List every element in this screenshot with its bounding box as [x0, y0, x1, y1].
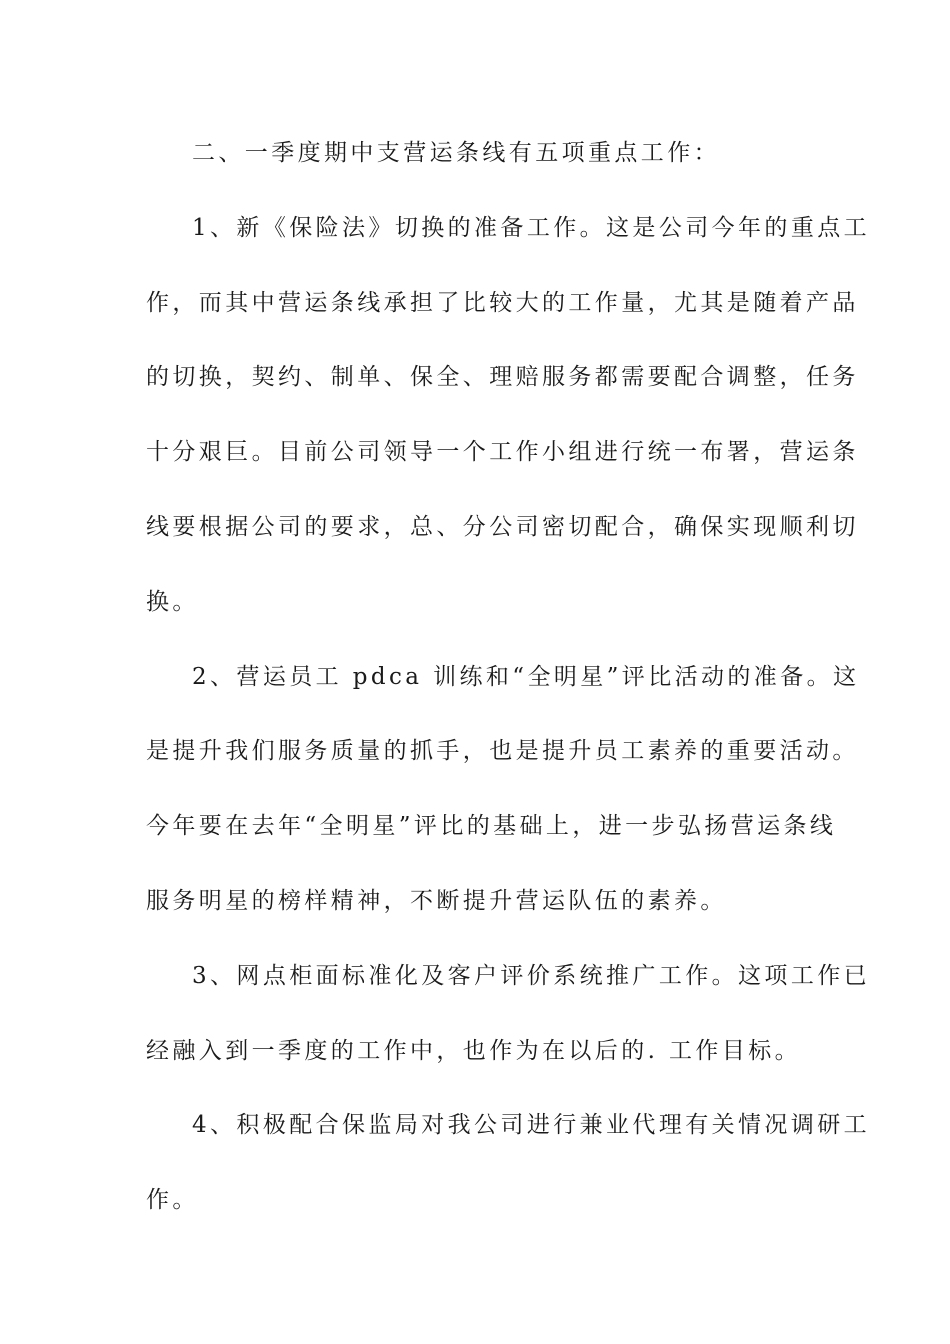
item-2-line-4: 服务明星的榜样精神，不断提升营运队伍的素养。 — [146, 888, 727, 914]
section-heading: 二、一季度期中支营运条线有五项重点工作： — [192, 140, 720, 166]
item-4-line-2: 作。 — [146, 1187, 199, 1213]
item-2-line-3: 今年要在去年“全明星”评比的基础上，进一步弘扬营运条线 — [146, 813, 837, 839]
item-1-line-3: 的切换，契约、制单、保全、理赔服务都需要配合调整，任务 — [146, 364, 859, 390]
item-3-line-1: 3、网点柜面标准化及客户评价系统推广工作。这项工作已 — [192, 963, 871, 989]
item-3-line-2: 经融入到一季度的工作中，也作为在以后的. 工作目标。 — [146, 1038, 802, 1064]
item-1-line-2: 作，而其中营运条线承担了比较大的工作量，尤其是随着产品 — [146, 290, 859, 316]
item-2-line-2: 是提升我们服务质量的抓手，也是提升员工素养的重要活动。 — [146, 738, 859, 764]
item-2-line-1: 2、营运员工 pdca 训练和“全明星”评比活动的准备。这 — [192, 664, 860, 690]
item-1-line-4: 十分艰巨。目前公司领导一个工作小组进行统一布署，营运条 — [146, 439, 859, 465]
item-1-line-6: 换。 — [146, 589, 199, 615]
item-1-line-1: 1、新《保险法》切换的准备工作。这是公司今年的重点工 — [192, 215, 871, 241]
item-1-line-5: 线要根据公司的要求，总、分公司密切配合，确保实现顺利切 — [146, 514, 859, 540]
item-4-line-1: 4、积极配合保监局对我公司进行兼业代理有关情况调研工 — [192, 1112, 871, 1138]
